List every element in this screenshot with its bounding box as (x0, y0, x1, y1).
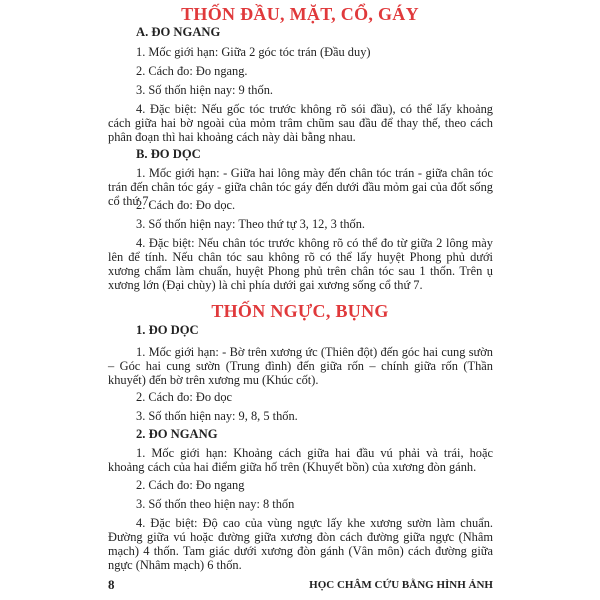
paragraph: 2. Cách đo: Đo dọc. (136, 198, 236, 212)
paragraph: 4. Đặc biệt: Nếu gốc tóc trước không rõ sói đầu), có thể lấy khoảng cách giữa hai bờ ngoài của mỏm trâm chũm sau đầu để thay thế, theo cách phân đoạn thì hai khoảng cách này dài bằng nhau. (108, 102, 493, 144)
paragraph: 3. Số thốn hiện nay: Theo thứ tự 3, 12, 3 thốn. (136, 217, 365, 231)
running-footer: HỌC CHÂM CỨU BẰNG HÌNH ẢNH (309, 579, 493, 591)
subheading: A. ĐO NGANG (136, 25, 221, 39)
paragraph: 2. Cách đo: Đo ngang (136, 478, 245, 492)
paragraph: 3. Số thốn theo hiện nay: 8 thốn (136, 497, 295, 511)
subheading: B. ĐO DỌC (136, 147, 201, 161)
paragraph: 4. Đặc biệt: Độ cao của vùng ngực lấy khe xương sườn làm chuẩn. Đường giữa vú hoặc đường giữa xương đòn cách đường giữa ngực (Nhâm mạch) 4 thốn. Tam giác dưới xương đòn gánh (Vân môn) cách đường giữa ngực (Nhâm mạch) 6 thốn. (108, 516, 493, 572)
paragraph: 3. Số thốn hiện nay: 9 thốn. (136, 83, 273, 97)
page-number: 8 (108, 577, 115, 592)
paragraph: 1. Mốc giới hạn: Giữa 2 góc tóc trán (Đầu duy) (136, 45, 371, 59)
subheading: 1. ĐO DỌC (136, 323, 199, 337)
paragraph: 1. Mốc giới hạn: Khoảng cách giữa hai đầu vú phải và trái, hoặc khoảng cách của hai điểm giữa hố trên (Khuyết bồn) của xương đòn gánh. (108, 446, 493, 474)
paragraph: 4. Đặc biệt: Nếu chân tóc trước không rõ có thể đo từ giữa 2 lông mày lên để tính. Nếu chân tóc sau không rõ có thể lấy huyệt Phong phủ dưới xương chẩm làm chuẩn, huyệt Phong phủ trên chân tóc sau 1 thốn. Trên ụ xương lớn (Đại chùy) là chỉ phía dưới gai xương sống cổ thứ 7. (108, 236, 493, 292)
subheading: 2. ĐO NGANG (136, 427, 218, 441)
section-title: THỐN NGỰC, BỤNG (211, 301, 389, 321)
paragraph: 2. Cách đo: Đo ngang. (136, 64, 248, 78)
paragraph: 1. Mốc giới hạn: - Giữa hai lông mày đến chân tóc trán - giữa chân tóc trán đến chân tóc gáy - giữa chân tóc gáy đến dưới đầu mỏm gai của đốt sống cổ thứ 7. (108, 166, 493, 208)
section-title: THỐN ĐẦU, MẶT, CỔ, GÁY (181, 4, 419, 24)
paragraph: 2. Cách đo: Đo dọc (136, 390, 233, 404)
paragraph: 1. Mốc giới hạn: - Bờ trên xương ức (Thiên đột) đến góc hai cung sườn – Góc hai cung sườn (Trung đình) đến giữa rốn – chính giữa rốn (Thần khuyết) đến bờ trên xương mu (Khúc cốt). (108, 345, 493, 387)
paragraph: 3. Số thốn hiện nay: 9, 8, 5 thốn. (136, 409, 298, 423)
